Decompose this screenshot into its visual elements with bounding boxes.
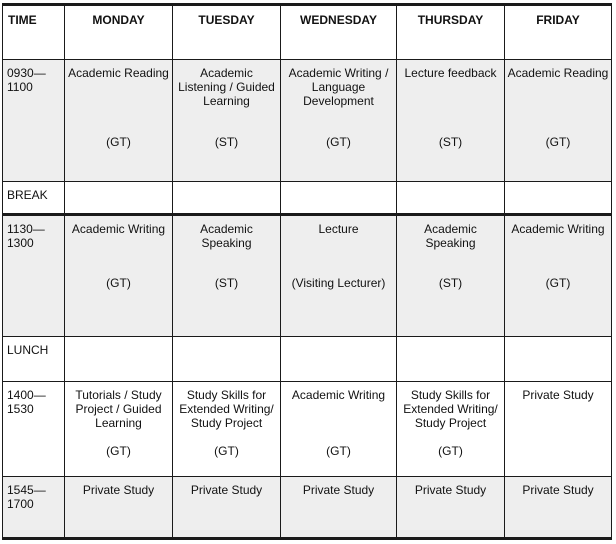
session-subject: Private Study	[82, 483, 155, 497]
session-cell	[281, 382, 397, 477]
session-cell	[505, 60, 612, 182]
timetable	[2, 3, 612, 540]
session-cell	[281, 215, 397, 337]
session-tag: (ST)	[438, 276, 463, 290]
session-cell	[397, 215, 505, 337]
session-subject: Tutorials / Study Project / Guided Learning	[75, 388, 162, 430]
session-subject: Academic Writing	[71, 222, 166, 236]
session-subject: Lecture feedback	[404, 66, 497, 80]
session-cell	[505, 477, 612, 539]
time-start: 1400—	[7, 388, 46, 402]
time-end: 1300	[7, 236, 34, 250]
session-subject: Private Study	[522, 388, 594, 402]
time-start: 1545—	[7, 483, 46, 497]
time-cell	[3, 477, 65, 539]
empty-cell	[65, 182, 173, 215]
session-tag: (ST)	[438, 135, 463, 149]
session-subject: Private Study	[302, 483, 375, 497]
session-tag: (GT)	[326, 444, 351, 458]
session-subject: Academic Writing	[511, 222, 605, 236]
session-cell	[173, 477, 281, 539]
day-header-tuesday: TUESDAY	[173, 5, 281, 60]
time-cell	[3, 60, 65, 182]
day-header-thursday: THURSDAY	[397, 5, 505, 60]
session-tag: (ST)	[214, 135, 239, 149]
session-tag: (GT)	[438, 444, 463, 458]
session-cell	[173, 215, 281, 337]
session-cell	[281, 60, 397, 182]
empty-cell	[173, 182, 281, 215]
time-header: TIME	[3, 5, 65, 60]
session-subject: Private Study	[522, 483, 594, 497]
session-cell	[65, 477, 173, 539]
session-tag: (Visiting Lecturer)	[291, 276, 386, 290]
session-cell	[65, 382, 173, 477]
empty-cell	[505, 337, 612, 382]
session-cell	[173, 60, 281, 182]
session-row	[3, 477, 612, 539]
day-header-wednesday: WEDNESDAY	[281, 5, 397, 60]
empty-cell	[505, 182, 612, 215]
session-tag: (GT)	[106, 276, 131, 290]
day-header-monday: MONDAY	[65, 5, 173, 60]
session-cell	[505, 215, 612, 337]
time-cell	[3, 382, 65, 477]
session-cell	[173, 382, 281, 477]
time-start: 0930—	[7, 66, 46, 80]
session-subject: Academic Listening / Guided Learning	[178, 66, 275, 108]
time-start: 1130—	[7, 222, 45, 236]
session-tag: (ST)	[214, 276, 239, 290]
session-cell	[505, 382, 612, 477]
time-cell	[3, 215, 65, 337]
session-tag: (GT)	[326, 135, 351, 149]
empty-cell	[281, 337, 397, 382]
session-subject: Academic Writing	[291, 388, 386, 402]
session-subject: Academic Writing / Language Development	[288, 66, 389, 108]
session-cell	[397, 477, 505, 539]
empty-cell	[397, 182, 505, 215]
session-tag: (GT)	[545, 276, 571, 290]
session-cell	[397, 60, 505, 182]
session-tag: (GT)	[106, 135, 131, 149]
empty-cell	[397, 337, 505, 382]
session-row	[3, 382, 612, 477]
session-subject: Academic Speaking	[200, 222, 253, 250]
session-subject: Academic Reading	[507, 66, 609, 80]
lunch-row	[3, 337, 612, 382]
header-row	[3, 5, 612, 60]
session-cell	[65, 60, 173, 182]
lunch-label: LUNCH	[3, 337, 65, 382]
session-subject: Academic Speaking	[424, 222, 477, 250]
time-end: 1100	[7, 80, 33, 94]
session-subject: Private Study	[190, 483, 263, 497]
time-end: 1530	[7, 402, 34, 416]
break-label: BREAK	[3, 182, 65, 215]
session-subject: Study Skills for Extended Writing/ Study Project	[403, 388, 498, 430]
empty-cell	[173, 337, 281, 382]
session-subject: Private Study	[414, 483, 487, 497]
break-row	[3, 182, 612, 215]
session-subject: Academic Reading	[68, 66, 169, 80]
session-tag: (GT)	[214, 444, 239, 458]
time-end: 1700	[7, 497, 34, 511]
session-row	[3, 215, 612, 337]
empty-cell	[65, 337, 173, 382]
empty-cell	[281, 182, 397, 215]
session-cell	[65, 215, 173, 337]
session-tag: (GT)	[106, 444, 131, 458]
session-row	[3, 60, 612, 182]
day-header-friday: FRIDAY	[505, 5, 612, 60]
session-subject: Lecture	[318, 222, 359, 236]
session-cell	[281, 477, 397, 539]
session-subject: Study Skills for Extended Writing/ Study Project	[179, 388, 274, 430]
session-cell	[397, 382, 505, 477]
session-tag: (GT)	[545, 135, 571, 149]
